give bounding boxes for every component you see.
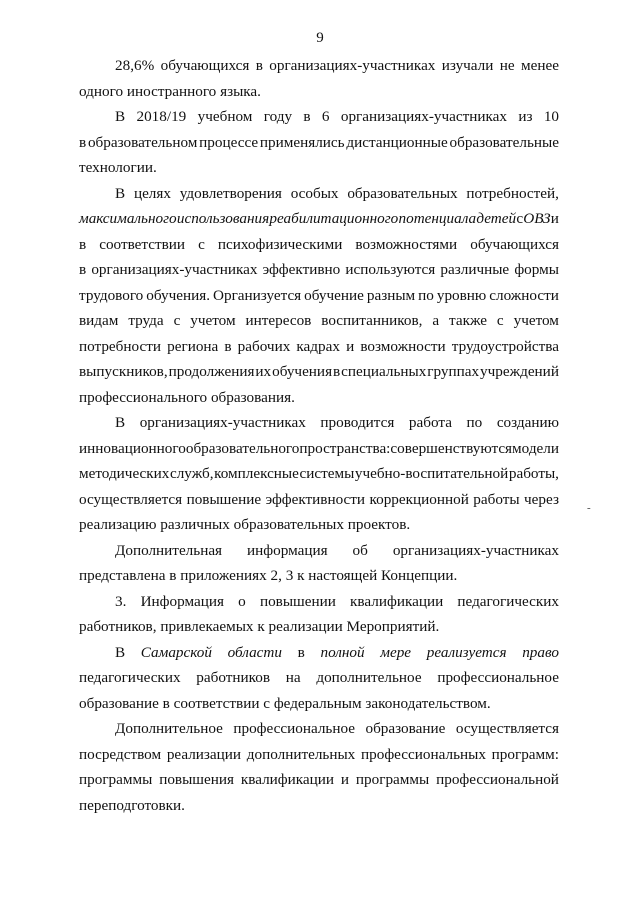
word: с [496,312,504,329]
word: реализацию [79,516,157,533]
word: организациях-участниках [91,261,258,278]
word: программы [79,771,153,788]
word: учетом [513,312,559,329]
word: повышения [159,771,234,788]
word: целях [133,184,171,202]
word: В [115,184,126,202]
word: педагогических [457,592,559,610]
word: работы, [508,465,559,482]
text-line [79,640,559,666]
word: работы [473,490,520,508]
word: труда [128,312,164,329]
word: 3. [115,592,127,610]
word: процессе [199,133,259,151]
word: и [340,771,350,788]
word: эффективно [262,261,341,278]
word: об [352,541,368,559]
word: организациях-участниках [269,57,436,74]
word: в [303,108,311,125]
text-line [79,283,559,309]
word: образование [79,694,159,712]
word: продолжения [168,363,255,380]
word: 10 [543,108,559,125]
word: организациях-участниках [392,541,559,559]
word: образовательные [449,133,559,151]
text-line [79,53,559,79]
text-line [79,461,559,487]
word: выпускников, [79,363,168,380]
word: одного [79,82,124,100]
paragraph-additional-education [79,716,559,818]
word: в [333,363,341,380]
word: Дополнительная [115,541,223,559]
word: приложениях [180,567,267,584]
word: максимального [79,210,177,227]
text-line [79,206,559,232]
text-line [79,359,559,385]
word: используются [345,261,436,278]
word: профессиональное [233,720,355,737]
paragraph-appendix-reference [79,538,559,589]
word: служб, [169,465,214,482]
word: образовательном [87,133,198,151]
word: образования. [210,388,295,406]
word: в [162,694,170,712]
word: из [518,108,533,125]
word: дополнительное [316,669,422,686]
word: рабочих [237,337,291,355]
word: ОВЗ [523,210,551,227]
text-line [79,589,559,615]
word: работников [196,669,271,686]
word: эффективности [265,490,366,508]
word: области [227,643,282,661]
word: учреждений [480,363,559,380]
word: с [198,235,205,253]
word: интересов [245,312,312,329]
word: Дополнительное [115,720,223,737]
word: потребности [79,337,162,355]
word: иностранного [126,82,217,100]
word: Концепции. [381,567,458,584]
word: профессиональных [361,745,486,763]
word: их [255,363,272,380]
text-line [79,793,559,819]
word: в [169,567,177,584]
word: привлекаемых [160,618,254,635]
word: 28,6% [115,57,155,74]
word: с [173,312,181,329]
word: кадрах [296,337,340,355]
word: уровню [436,286,487,304]
word: работа [408,414,452,431]
word: пространства: [299,439,391,457]
word: законодательством. [365,694,491,712]
word: потенциала [398,210,477,227]
word: реализуется [426,643,507,661]
word: В [115,108,126,125]
text-line [79,665,559,691]
page-number: 9 [316,30,324,46]
word: информация [247,541,328,559]
word: сложности [489,286,559,304]
paragraph-foreign-languages [79,53,559,104]
word: программы [355,771,430,788]
word: трудового [79,286,144,304]
word: учетом [190,312,236,329]
word: организациях-участниках [340,108,507,125]
text-line [79,487,559,513]
text-line [79,436,559,462]
word: созданию [496,414,559,431]
word: с [263,694,271,712]
word: группах [427,363,480,380]
text-line [79,385,559,411]
word: изучали [441,57,494,74]
word: В [115,414,126,431]
word: в [79,133,87,151]
word: трудоустройства [451,337,559,355]
word: детей [476,210,517,227]
word: использования [176,210,270,227]
word: в [255,57,263,74]
word: 6 [321,108,330,125]
word: различных [160,516,230,533]
text-line [79,410,559,436]
word: образовательного [185,439,300,457]
paragraph-innovation-space [79,410,559,538]
text-line [79,334,559,360]
word: право [522,643,559,661]
word: видам [79,312,119,329]
word: работников, [79,618,157,635]
word: осуществляется [455,720,559,737]
word: не [499,57,515,74]
word: мере [380,643,412,661]
word: реализации [166,745,242,763]
word: учебно-воспитательной [354,465,509,482]
word: полной [320,643,365,661]
word: профессиональное [437,669,559,686]
word: в [297,643,305,661]
paragraph-distance-learning [79,104,559,181]
word: 3 [285,567,294,584]
word: проводится [320,414,395,431]
word: обучающихся [470,235,559,253]
word: образование [365,720,446,737]
word: в [79,261,87,278]
text-line [79,691,559,717]
word: году [263,108,293,125]
word: 2018/19 [136,108,187,125]
word: воспитанников, [321,312,423,329]
word: в [224,337,232,355]
text-line [79,104,559,130]
text-line [79,512,559,538]
word: В [115,643,126,661]
word: возможностями [355,235,458,253]
word: квалификации [350,592,444,610]
word: на [285,669,301,686]
word: проектов. [347,516,411,533]
word: инновационного [79,439,186,457]
word: профессионального [79,388,208,406]
text-line [79,257,559,283]
word: менее [520,57,559,74]
word: федеральным [273,694,362,712]
word: реализации [268,618,343,635]
word: соответствии [99,235,186,253]
word: реабилитационного [269,210,399,227]
word: формы [514,261,559,278]
word: психофизическими [217,235,343,253]
word: а [432,312,440,329]
word: обучение [304,286,364,304]
word: потребностей, [466,184,559,202]
word: Информация [140,592,224,610]
text-line [79,79,559,105]
section-heading-qualification [79,589,559,640]
word: организациях-участниках [139,414,306,431]
word: и [550,210,559,227]
word: языка. [220,82,261,100]
word: осуществляется [79,490,183,508]
word: дистанционные [346,133,448,151]
text-line [79,181,559,207]
word: модели [512,439,559,457]
word: совершенствуются [390,439,513,457]
word: применялись [259,133,345,151]
word: Организуется [213,286,302,304]
word: через [524,490,559,508]
word: особых [290,184,339,202]
word: разным [366,286,416,304]
text-line [79,130,559,156]
word: квалификации [240,771,335,788]
word: возможности [360,337,446,355]
word: удовлетворения [179,184,282,202]
paragraph-labor-training [79,181,559,411]
word: профессиональной [436,771,559,788]
word: 2, [270,567,282,584]
word: настоящей [308,567,378,584]
document-body [79,53,559,818]
word: переподготовки. [79,796,185,814]
word: образовательных [347,184,458,202]
word: повышении [259,592,336,610]
word: к [257,618,265,635]
word: дополнительных [246,745,356,763]
word: специальных [341,363,427,380]
word: комплексные [214,465,299,482]
word: обучения [272,363,333,380]
word: обучения. [146,286,211,304]
word: обучающихся [160,57,250,74]
word: программ: [491,745,559,763]
word: учебном [197,108,253,125]
word: повышение [186,490,262,508]
word: и [346,337,355,355]
word: соответствии [173,694,260,712]
word: коррекционной [369,490,469,508]
word: представлена [79,567,166,584]
word: различные [440,261,510,278]
text-line [79,155,559,181]
word: по [418,286,434,304]
text-line [79,563,559,589]
word: Самарской [140,643,212,661]
text-line [79,767,559,793]
text-line [79,742,559,768]
word: Мероприятий. [346,618,440,635]
word: также [449,312,487,329]
word: с [516,210,524,227]
word: педагогических [79,669,181,686]
text-line [79,308,559,334]
margin-mark: - [587,502,591,514]
word: посредством [79,745,162,763]
text-line [79,716,559,742]
word: о [238,592,246,610]
word: к [297,567,305,584]
text-line [79,538,559,564]
paragraph-samara-rights [79,640,559,717]
word: в [79,235,87,253]
word: региона [167,337,219,355]
text-line [79,614,559,640]
word: образовательных [233,516,344,533]
word: по [466,414,483,431]
word: технологии. [79,159,157,176]
word: методических [79,465,170,482]
text-line [79,232,559,258]
word: системы [299,465,355,482]
